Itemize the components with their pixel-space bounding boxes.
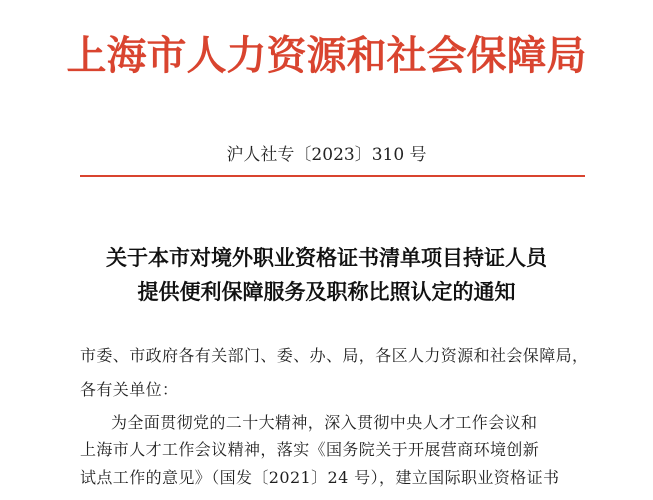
body-paragraph-line: 试点工作的意见》（国发〔2021〕24 号），建立国际职业资格证书: [80, 468, 560, 487]
body-paragraph-line: 为全面贯彻党的二十大精神，深入贯彻中央人才工作会议和: [111, 413, 538, 432]
document-title-line-1: 关于本市对境外职业资格证书清单项目持证人员: [106, 245, 547, 270]
addressee-line-1: 市委、市政府各有关部门、委、办、局，各区人力资源和社会保障局，: [80, 346, 589, 365]
red-divider-line: [80, 175, 585, 177]
organization-header: 上海市人力资源和社会保障局: [66, 32, 587, 79]
addressee-line-2: 各有关单位：: [80, 380, 179, 399]
document-title-line-2: 提供便利保障服务及职称比照认定的通知: [137, 279, 516, 304]
document-number: 沪人社专〔2023〕310 号: [226, 145, 427, 165]
body-paragraph-line: 上海市人才工作会议精神，落实《国务院关于开展营商环境创新: [80, 440, 540, 459]
